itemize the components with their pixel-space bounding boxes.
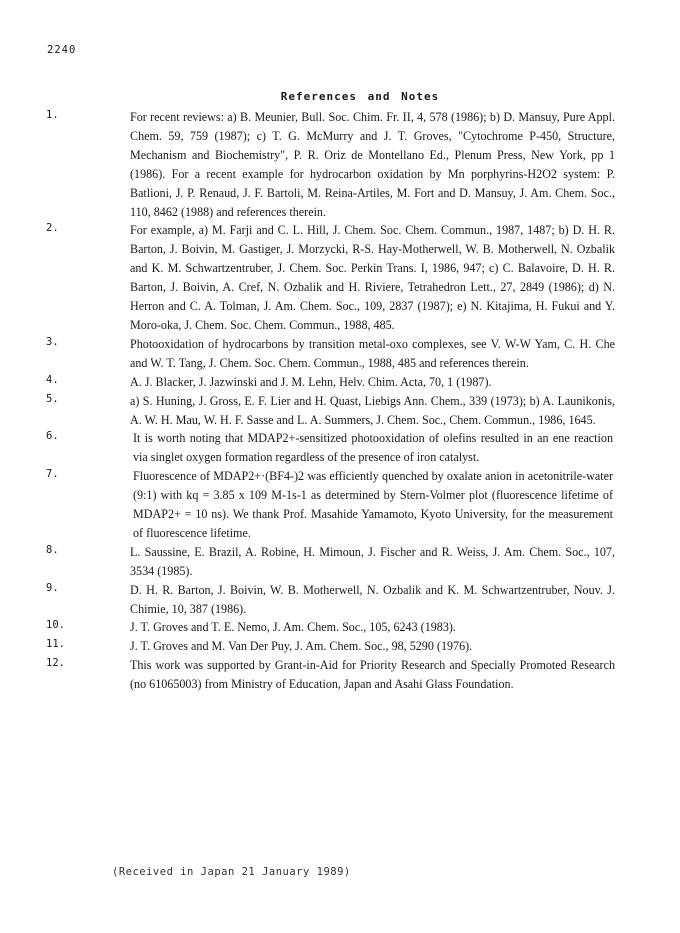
reference-text: It is worth noting that MDAP2+-sensitized photooxidation of olefins resulted in an ene reaction via singlet oxygen formation regardless of the presence of iron catalyst. — [133, 431, 613, 465]
reference-item — [0, 637, 680, 656]
reference-number: 6. — [46, 430, 59, 443]
reference-text: Fluorescence of MDAP2+·(BF4-)2 was efficiently quenched by oxalate anion in acetonitrile-water (9:1) with kq = 3.85 x 109 M-1s-1 as determined by Stern-Volmer plot (fluorescence lifetime of MDAP2+ = 10 ns). We thank Prof. Masahide Yamamoto, Kyoto University, for the measurement of fluorescence lifetime. — [133, 469, 613, 540]
reference-item — [0, 373, 680, 392]
reference-number: 1. — [46, 109, 59, 121]
reference-number: 3. — [46, 335, 59, 348]
reference-number: 8. — [46, 543, 59, 556]
reference-list — [0, 108, 680, 694]
section-title: References and Notes — [280, 90, 440, 103]
reference-number: 10. — [46, 619, 65, 632]
reference-item — [0, 656, 680, 694]
reference-number: 7. — [46, 468, 59, 481]
reference-item — [0, 467, 680, 543]
reference-number: 5. — [46, 392, 59, 405]
reference-text: Photooxidation of hydrocarbons by transition metal-oxo complexes, see V. W-W Yam, C. H. Che and W. T. Tang, J. Chem. Soc. Chem. Commun., 1988, 485 and references therein. — [130, 336, 615, 370]
reference-text: a) S. Huning, J. Gross, E. F. Lier and H. Quast, Liebigs Ann. Chem., 339 (1973); b) A. Launikonis, A. W. H. Mau, W. H. F. Sasse and L. A. Summers, J. Chem. Soc., Chem. Commun., 1986, 1645. — [130, 393, 615, 427]
received-date-note: (Received in Japan 21 January 1989) — [112, 866, 351, 878]
reference-item — [0, 618, 680, 637]
reference-item — [0, 581, 680, 619]
reference-item — [0, 335, 680, 373]
reference-item — [0, 429, 680, 467]
reference-number: 11. — [46, 638, 65, 651]
page-number: 2240 — [47, 44, 77, 56]
reference-text: J. T. Groves and T. E. Nemo, J. Am. Chem. Soc., 105, 6243 (1983). — [130, 620, 456, 635]
reference-item — [0, 221, 680, 334]
reference-item — [0, 543, 680, 581]
reference-text: For recent reviews: a) B. Meunier, Bull. Soc. Chim. Fr. II, 4, 578 (1986); b) D. Mansuy, Pure Appl. Chem. 59, 759 (1987); c) T. G. McMurry and J. T. Groves, "Cytochrome P-450, Structure, Mechanism and Biochemistry", P. R. Oriz de Montellano Ed., Plenum Press, New York, pp 1 (1986). For a recent example for hydrocarbon oxidation by Mn porphyrins-H2O2 system: P. Batlioni, J. P. Renaud, J. F. Bartoli, M. Reina-Artiles, M. Fort and D. Mansuy, J. Am. Chem. Soc., 110, 8462 (1988) and references therein. — [130, 110, 615, 219]
reference-number: 9. — [46, 581, 59, 594]
reference-item — [0, 392, 680, 430]
reference-number: 2. — [46, 222, 59, 235]
reference-text: D. H. R. Barton, J. Boivin, W. B. Motherwell, N. Ozbalik and K. M. Schwartzentruber, Nouv. J. Chimie, 10, 387 (1986). — [130, 582, 615, 616]
reference-text: This work was supported by Grant-in-Aid for Priority Research and Specially Promoted Research (no 61065003) from Ministry of Education, Japan and Asahi Glass Foundation. — [130, 658, 615, 692]
reference-text: J. T. Groves and M. Van Der Puy, J. Am. Chem. Soc., 98, 5290 (1976). — [130, 639, 473, 654]
reference-text: For example, a) M. Farji and C. L. Hill, J. Chem. Soc. Chem. Commun., 1987, 1487; b) D. H. R. Barton, J. Boivin, M. Gastiger, J. Morzycki, R-S. Hay-Motherwell, W. B. Motherwell, N. Ozbalik and K. M. Schwartzentruber, J. Chem. Soc. Perkin Trans. I, 1986, 947; c) C. Balavoire, D. H. R. Barton, J. Boivin, A. Cref, N. Ozbalik and H. Riviere, Tetrahedron Lett., 27, 2849 (1986); d) N. Herron and C. A. Tolman, J. Am. Chem. Soc., 109, 2837 (1987); e) N. Kitajima, H. Fukui and Y. Moro-oka, J. Chem. Soc. Chem. Commun., 1988, 485. — [130, 223, 615, 332]
reference-number: 12. — [46, 657, 65, 670]
reference-text: A. J. Blacker, J. Jazwinski and J. M. Lehn, Helv. Chim. Acta, 70, 1 (1987). — [130, 374, 492, 389]
reference-number: 4. — [46, 373, 59, 386]
reference-text: L. Saussine, E. Brazil, A. Robine, H. Mimoun, J. Fischer and R. Weiss, J. Am. Chem. Soc., 107, 3534 (1985). — [130, 544, 615, 578]
reference-item — [0, 108, 680, 221]
